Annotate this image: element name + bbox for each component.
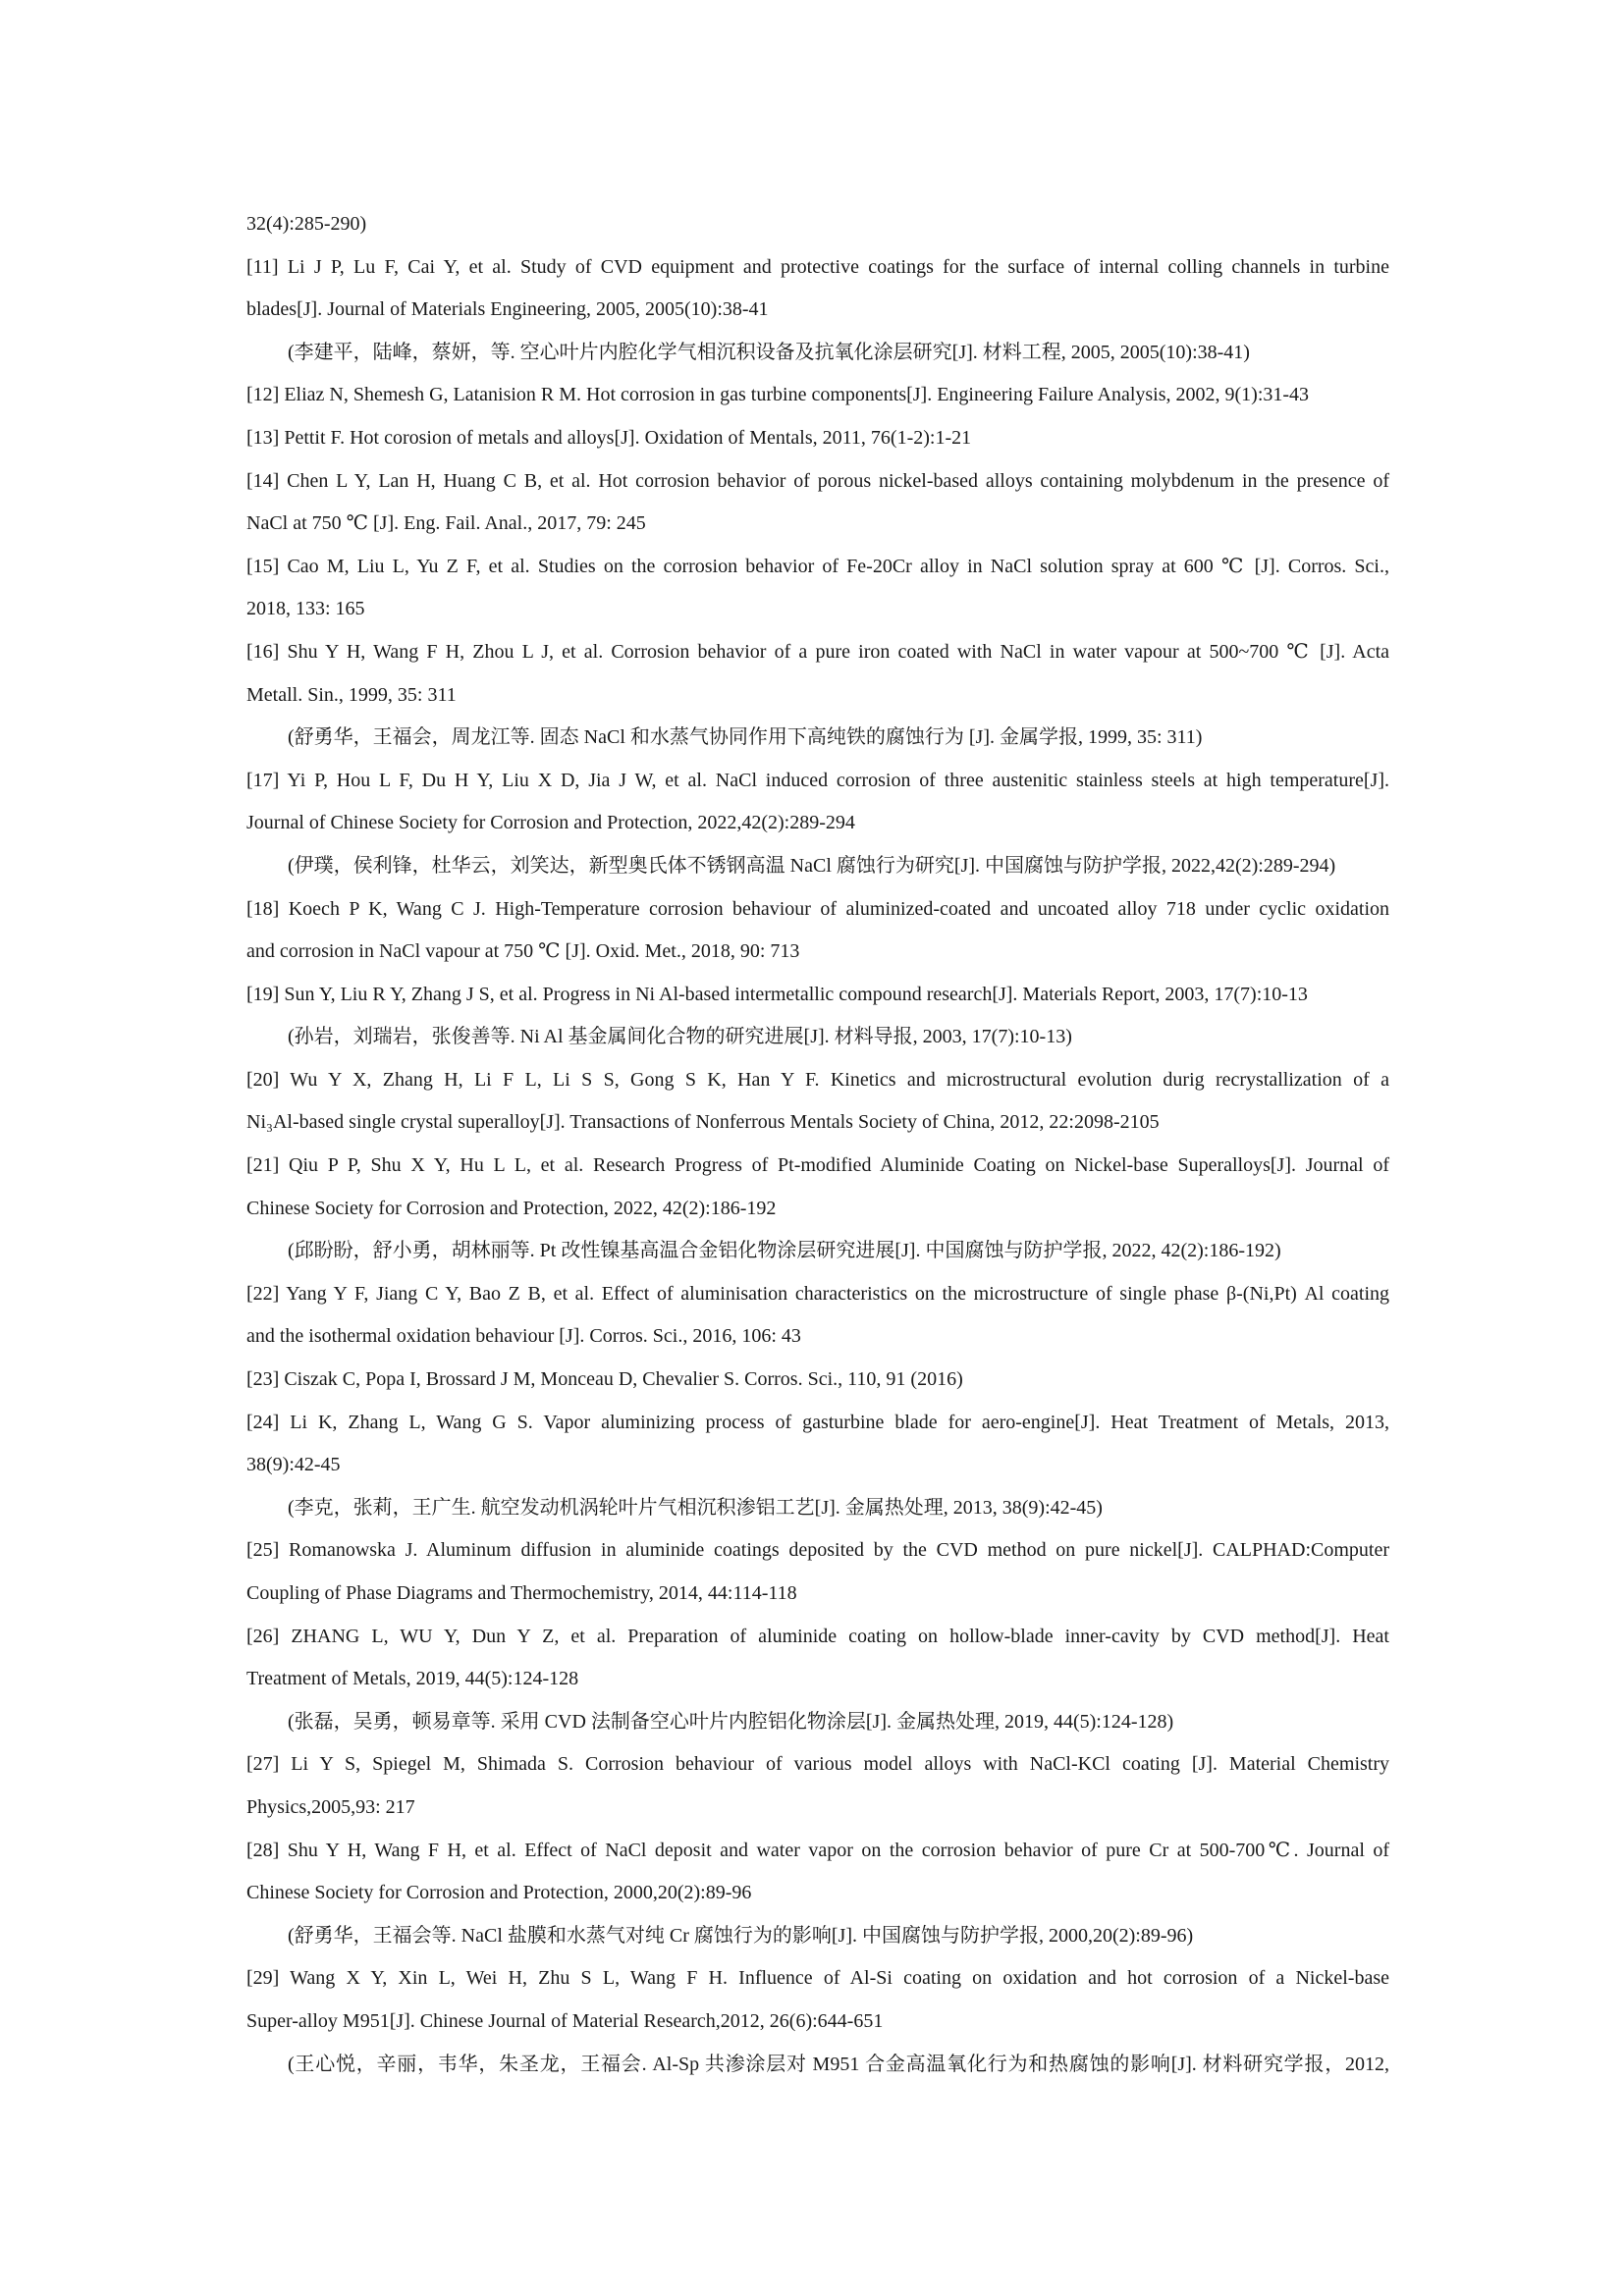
reference-line: 2018, 133: 165 [246, 598, 365, 620]
reference-line: [16] Shu Y H, Wang F H, Zhou L J, et al. Corrosion behavior of a pure iron coated with NaCl in water vapour at 500~700 ℃ [J]. Acta [246, 640, 1389, 663]
reference-entry-ref-27 [246, 1743, 1389, 1829]
reference-line: [20] Wu Y X, Zhang H, Li F L, Li S S, Gong S K, Han Y F. Kinetics and microstructural evolution durig recrystallization of a [246, 1068, 1389, 1091]
reference-entry-ref-24 [246, 1402, 1389, 1530]
reference-entry-ref-21 [246, 1145, 1389, 1273]
reference-translation: (伊璞，侯利锋，杜华云，刘笑达，新型奥氏体不锈钢高温 NaCl 腐蚀行为研究[J]. 中国腐蚀与防护学报, 2022,42(2):289-294) [288, 854, 1336, 877]
reference-entry-ref-16 [246, 631, 1389, 760]
reference-entry-ref-29 [246, 1957, 1389, 2086]
reference-line: [14] Chen L Y, Lan H, Huang C B, et al. Hot corrosion behavior of porous nickel-based alloys containing molybdenum in the presence of [246, 469, 1389, 492]
reference-translation: (舒勇华，王福会，周龙江等. 固态 NaCl 和水蒸气协同作用下高纯铁的腐蚀行为 [J]. 金属学报, 1999, 35: 311) [288, 726, 1203, 749]
reference-entry-ref-11 [246, 246, 1389, 375]
reference-entry-ref-13 [246, 417, 1389, 460]
reference-line: Ni₃Al-based single crystal superalloy[J]. Transactions of Nonferrous Mentals Society of China, 2012, 22:2098-2105 [246, 1111, 1160, 1134]
reference-translation: (孙岩，刘瑞岩，张俊善等. Ni Al 基金属间化合物的研究进展[J]. 材料导报, 2003, 17(7):10-13) [288, 1026, 1072, 1048]
reference-line: [17] Yi P, Hou L F, Du H Y, Liu X D, Jia J W, et al. NaCl induced corrosion of three austenitic stainless steels at high temperature[J]. [246, 769, 1389, 791]
reference-entry-ref-25 [246, 1529, 1389, 1615]
reference-line: [25] Romanowska J. Aluminum diffusion in aluminide coatings deposited by the CVD method on pure nickel[J]. CALPHAD:Computer [246, 1539, 1389, 1562]
reference-line: Treatment of Metals, 2019, 44(5):124-128 [246, 1668, 579, 1690]
reference-line: Chinese Society for Corrosion and Protection, 2022, 42(2):186-192 [246, 1197, 777, 1219]
reference-line: [23] Ciszak C, Popa I, Brossard J M, Monceau D, Chevalier S. Corros. Sci., 110, 91 (2016) [246, 1368, 963, 1391]
reference-entry-ref-12 [246, 374, 1389, 417]
reference-translation: (李克，张莉，王广生. 航空发动机涡轮叶片气相沉积渗铝工艺[J]. 金属热处理, 2013, 38(9):42-45) [288, 1496, 1103, 1519]
reference-line: NaCl at 750 ℃ [J]. Eng. Fail. Anal., 2017, 79: 245 [246, 512, 646, 535]
reference-entry-ref-20 [246, 1059, 1389, 1145]
reference-line: and the isothermal oxidation behaviour [J]. Corros. Sci., 2016, 106: 43 [246, 1325, 801, 1348]
reference-translation: (舒勇华，王福会等. NaCl 盐膜和水蒸气对纯 Cr 腐蚀行为的影响[J]. 中国腐蚀与防护学报, 2000,20(2):89-96) [288, 1924, 1194, 1947]
reference-line: blades[J]. Journal of Materials Engineering, 2005, 2005(10):38-41 [246, 298, 769, 321]
reference-line: Physics,2005,93: 217 [246, 1795, 415, 1818]
reference-line: [22] Yang Y F, Jiang C Y, Bao Z B, et al. Effect of aluminisation characteristics on the microstructure of single phase β-(Ni,Pt) Al coating [246, 1282, 1389, 1305]
reference-entry-ref-26 [246, 1616, 1389, 1744]
reference-line: [18] Koech P K, Wang C J. High-Temperature corrosion behaviour of aluminized-coated and uncoated alloy 718 under cyclic oxidation [246, 897, 1389, 920]
reference-translation: (王心悦，辛丽，韦华，朱圣龙，王福会. Al-Sp 共渗涂层对 M951 合金高温氧化行为和热腐蚀的影响[J]. 材料研究学报，2012, [288, 2053, 1389, 2075]
reference-entry-ref-15 [246, 546, 1389, 631]
reference-line: Super-alloy M951[J]. Chinese Journal of Material Research,2012, 26(6):644-651 [246, 2009, 884, 2032]
reference-line: 38(9):42-45 [246, 1454, 341, 1476]
reference-line: [13] Pettit F. Hot corosion of metals and alloys[J]. Oxidation of Mentals, 2011, 76(1-2):1-21 [246, 426, 972, 449]
reference-entry-ref-10-cont [246, 203, 1389, 246]
reference-line: [12] Eliaz N, Shemesh G, Latanision R M. Hot corrosion in gas turbine components[J]. Engineering Failure Analysis, 2002, 9(1):31-43 [246, 384, 1310, 406]
reference-entry-ref-14 [246, 460, 1389, 546]
reference-entry-ref-19 [246, 974, 1389, 1059]
reference-line: and corrosion in NaCl vapour at 750 ℃ [J]. Oxid. Met., 2018, 90: 713 [246, 940, 800, 963]
reference-line: [21] Qiu P P, Shu X Y, Hu L L, et al. Research Progress of Pt-modified Aluminide Coating on Nickel-base Superalloys[J]. Journal of [246, 1154, 1389, 1177]
reference-translation: (张磊，吴勇，顿易章等. 采用 CVD 法制备空心叶片内腔铝化物涂层[J]. 金属热处理, 2019, 44(5):124-128) [288, 1710, 1174, 1733]
reference-entry-ref-18 [246, 888, 1389, 974]
reference-list [246, 203, 1389, 2086]
reference-translation: (李建平，陆峰，蔡妍，等. 空心叶片内腔化学气相沉积设备及抗氧化涂层研究[J]. 材料工程, 2005, 2005(10):38-41) [288, 341, 1250, 363]
reference-line: 32(4):285-290) [246, 213, 367, 235]
reference-line: Journal of Chinese Society for Corrosion and Protection, 2022,42(2):289-294 [246, 812, 855, 834]
reference-line: [26] ZHANG L, WU Y, Dun Y Z, et al. Preparation of aluminide coating on hollow-blade inner-cavity by CVD method[J]. Heat [246, 1625, 1389, 1647]
reference-line: [28] Shu Y H, Wang F H, et al. Effect of NaCl deposit and water vapor on the corrosion behavior of pure Cr at 500-700℃. Journal of [246, 1839, 1389, 1861]
reference-line: Metall. Sin., 1999, 35: 311 [246, 683, 457, 706]
reference-entry-ref-22 [246, 1273, 1389, 1359]
reference-line: [29] Wang X Y, Xin L, Wei H, Zhu S L, Wang F H. Influence of Al-Si coating on oxidation and hot corrosion of a Nickel-base [246, 1967, 1389, 1990]
reference-line: [15] Cao M, Liu L, Yu Z F, et al. Studies on the corrosion behavior of Fe-20Cr alloy in NaCl solution spray at 600 ℃ [J]. Corros. Sci., [246, 555, 1389, 577]
reference-translation: (邱盼盼，舒小勇，胡林丽等. Pt 改性镍基高温合金铝化物涂层研究进展[J]. 中国腐蚀与防护学报, 2022, 42(2):186-192) [288, 1240, 1281, 1262]
reference-entry-ref-23 [246, 1359, 1389, 1402]
reference-line: Chinese Society for Corrosion and Protection, 2000,20(2):89-96 [246, 1882, 752, 1904]
reference-line: [11] Li J P, Lu F, Cai Y, et al. Study of CVD equipment and protective coatings for the surface of internal colling channels in turbine [246, 255, 1389, 278]
reference-line: [27] Li Y S, Spiegel M, Shimada S. Corrosion behaviour of various model alloys with NaCl-KCl coating [J]. Material Chemistry [246, 1753, 1389, 1776]
reference-line: [24] Li K, Zhang L, Wang G S. Vapor aluminizing process of gasturbine blade for aero-engine[J]. Heat Treatment of Metals, 2013, [246, 1411, 1389, 1433]
reference-line: Coupling of Phase Diagrams and Thermochemistry, 2014, 44:114-118 [246, 1582, 797, 1604]
reference-entry-ref-28 [246, 1830, 1389, 1958]
reference-line: [19] Sun Y, Liu R Y, Zhang J S, et al. Progress in Ni Al-based intermetallic compound research[J]. Materials Report, 2003, 17(7):10-13 [246, 983, 1308, 1005]
reference-entry-ref-17 [246, 760, 1389, 888]
